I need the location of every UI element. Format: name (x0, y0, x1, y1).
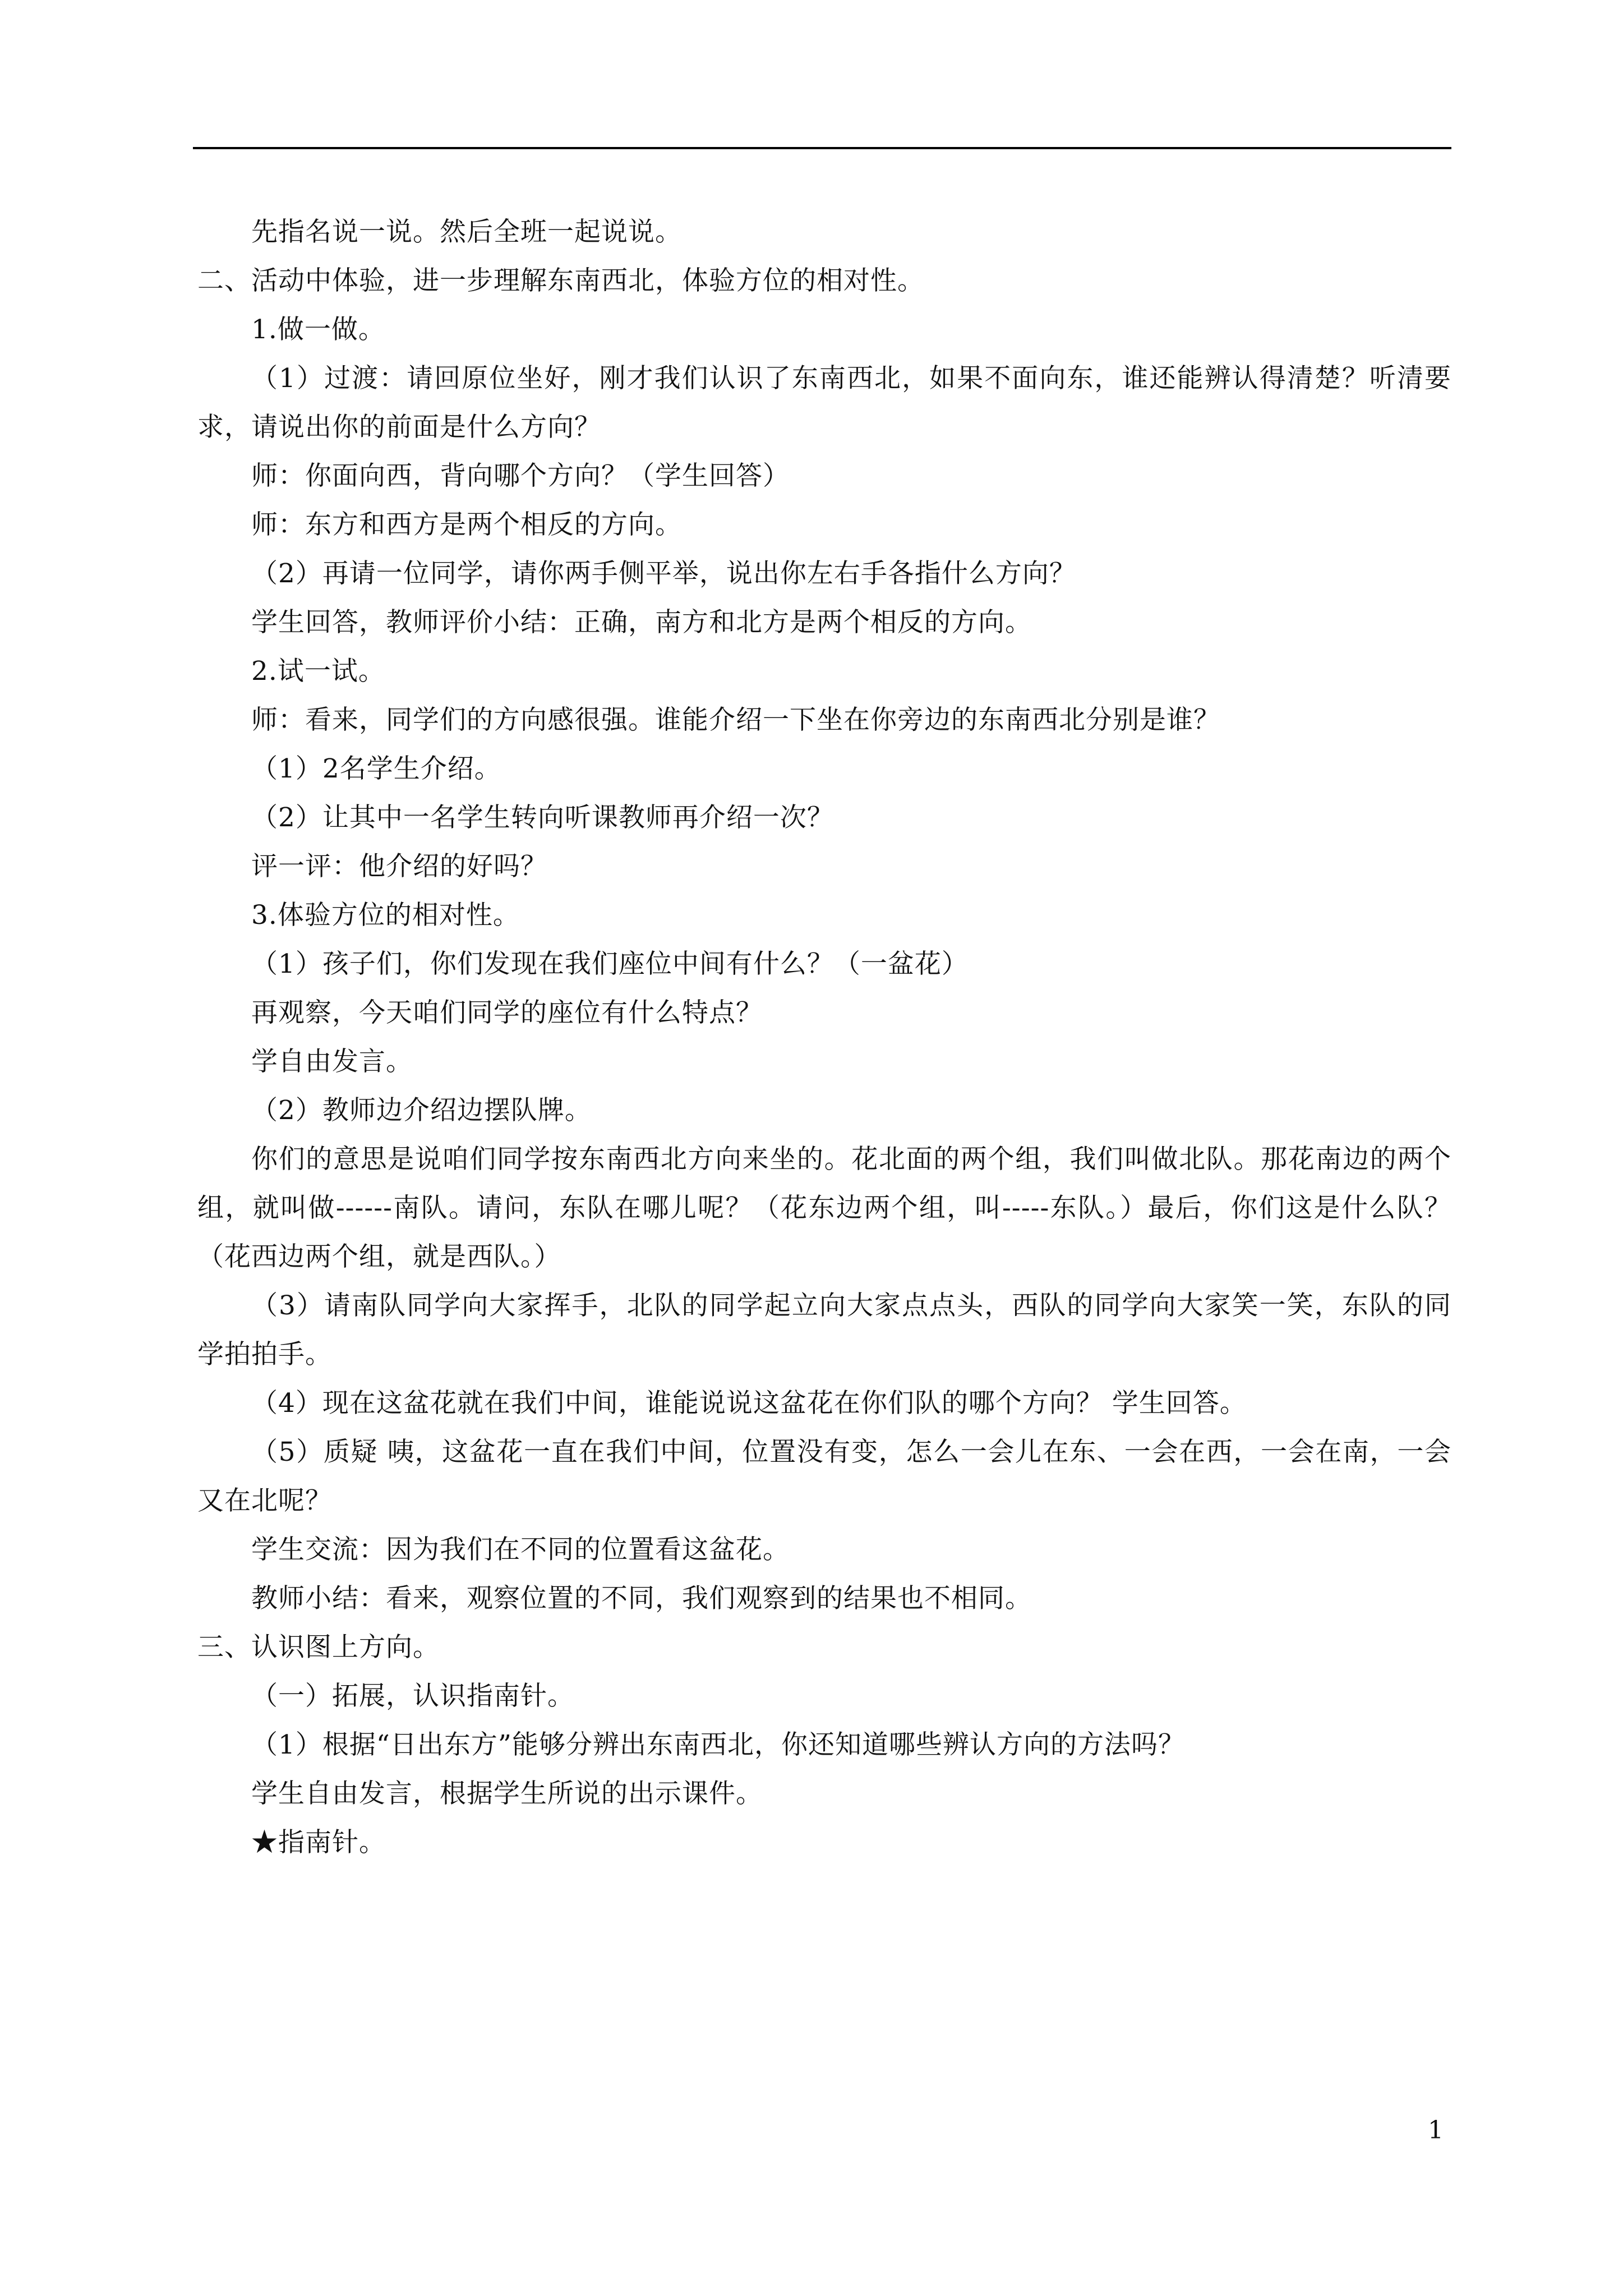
paragraph: （5）质疑 咦，这盆花一直在我们中间，位置没有变，怎么一会儿在东、一会在西，一会在南，一会又在北呢？ (197, 1437, 1451, 1516)
paragraph: 学生回答，教师评价小结：正确，南方和北方是两个相反的方向。 (251, 607, 1032, 638)
paragraph: 学生交流：因为我们在不同的位置看这盆花。 (251, 1534, 790, 1565)
header-rule (193, 147, 1451, 149)
paragraph: （4）现在这盆花就在我们中间，谁能说说这盆花在你们队的哪个方向？ 学生回答。 (251, 1388, 1247, 1419)
subsection-heading: 2.试一试。 (251, 656, 385, 687)
paragraph: 师：看来，同学们的方向感很强。谁能介绍一下坐在你旁边的东南西北分别是谁？ (251, 705, 1220, 735)
paragraph: （1）孩子们，你们发现在我们座位中间有什么？（一盆花） (251, 949, 969, 979)
paragraph: 再观察，今天咱们同学的座位有什么特点？ (251, 997, 763, 1028)
paragraph: （2）教师边介绍边摆队牌。 (251, 1095, 592, 1126)
document-body (197, 208, 1451, 1867)
paragraph: （1）2名学生介绍。 (251, 753, 501, 784)
paragraph: 学生自由发言，根据学生所说的出示课件。 (251, 1778, 763, 1809)
subsection-heading: （一）拓展，认识指南针。 (251, 1681, 574, 1711)
paragraph: 你们的意思是说咱们同学按东南西北方向来坐的。花北面的两个组，我们叫做北队。那花南边的两个组，就叫做------南队。请问，东队在哪儿呢？（花东边两个组，叫-----东队。）最后，你们这是什么队？（花西边两个组，就是西队。） (197, 1144, 1451, 1272)
paragraph: 学自由发言。 (251, 1046, 413, 1077)
paragraph: （3）请南队同学向大家挥手，北队的同学起立向大家点点头，西队的同学向大家笑一笑，东队的同学拍拍手。 (197, 1290, 1451, 1370)
subsection-heading: 1.做一做。 (251, 314, 385, 345)
paragraph: 评一评：他介绍的好吗？ (251, 851, 547, 882)
paragraph: （2）再请一位同学，请你两手侧平举，说出你左右手各指什么方向？ (251, 558, 1076, 589)
section-heading: 三、认识图上方向。 (197, 1632, 440, 1663)
paragraph: 师：东方和西方是两个相反的方向。 (251, 509, 682, 540)
subsection-heading: 3.体验方位的相对性。 (251, 900, 520, 931)
paragraph: 教师小结：看来，观察位置的不同，我们观察到的结果也不相同。 (251, 1583, 1032, 1614)
section-heading: 二、活动中体验，进一步理解东南西北，体验方位的相对性。 (197, 265, 924, 296)
page-number: 1 (1428, 2116, 1444, 2145)
paragraph: （1）根据“日出东方”能够分辨出东南西北，你还知道哪些辨认方向的方法吗？ (251, 1729, 1185, 1760)
paragraph: 师：你面向西，背向哪个方向？（学生回答） (251, 461, 790, 491)
paragraph: （1）过渡：请回原位坐好，刚才我们认识了东南西北，如果不面向东，谁还能辨认得清楚？听清要求，请说出你的前面是什么方向？ (197, 363, 1451, 443)
paragraph: （2）让其中一名学生转向听课教师再介绍一次？ (251, 802, 834, 833)
paragraph: 先指名说一说。然后全班一起说说。 (251, 217, 682, 247)
paragraph: ★指南针。 (251, 1827, 386, 1858)
